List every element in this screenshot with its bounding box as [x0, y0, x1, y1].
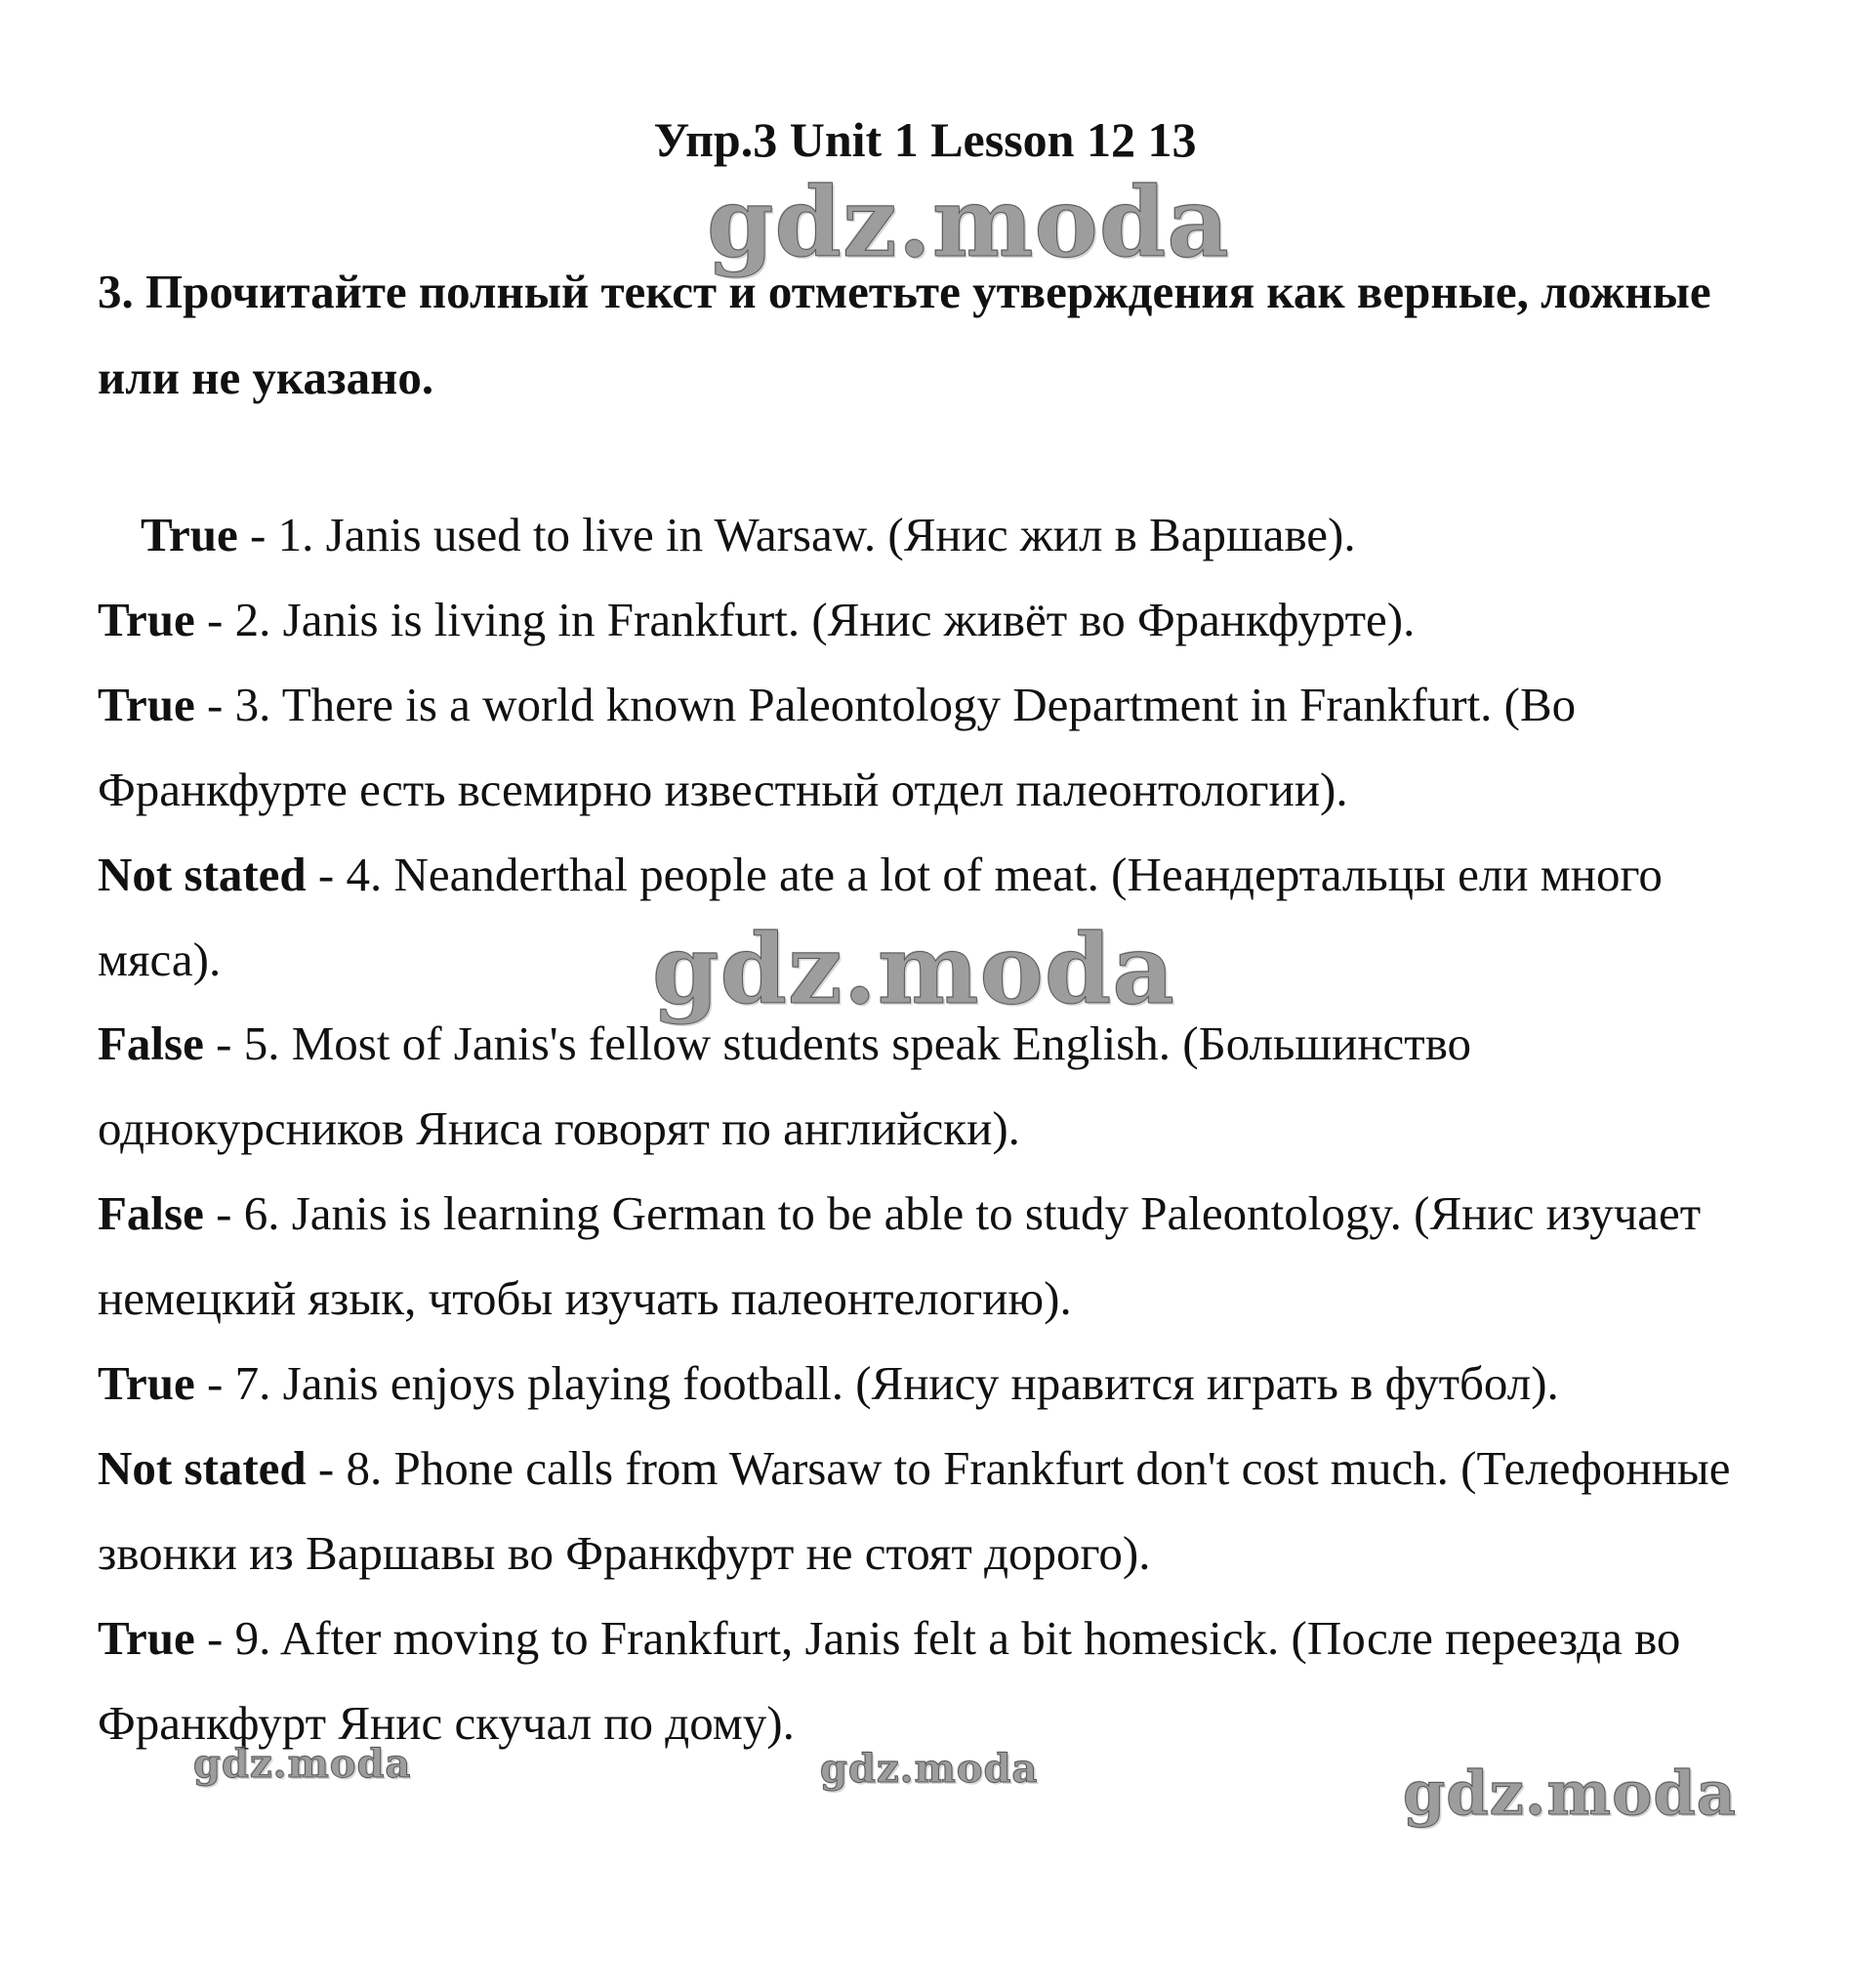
- answer-text: 9. After moving to Frankfurt, Janis felt a bit homesick. (После переезда во Франкфурт Янис скучал по дому).: [98, 1610, 1681, 1750]
- answer-item-7: [98, 1342, 1777, 1427]
- answer-text: 5. Most of Janis's fellow students speak English. (Большинство однокурсников Яниса говорят по английски).: [98, 1016, 1472, 1156]
- answer-separator: -: [194, 1356, 235, 1411]
- answer-verdict: True: [98, 1356, 195, 1411]
- answer-verdict: Not stated: [98, 847, 307, 901]
- answer-separator: -: [306, 847, 347, 901]
- answer-verdict: True: [98, 1610, 195, 1665]
- watermark-bottom-center: gdz.moda: [820, 1746, 1039, 1792]
- answer-text: 6. Janis is learning German to be able to study Paleontology. (Янис изучает немецкий язык, чтобы изучать палеонтелогию).: [98, 1186, 1702, 1326]
- answer-separator: -: [194, 1610, 235, 1665]
- page-title: Упр.3 Unit 1 Lesson 12 13: [653, 112, 1197, 167]
- watermark-bottom-right: gdz.moda: [1403, 1758, 1737, 1829]
- answer-separator: -: [306, 1440, 347, 1495]
- answer-text: 8. Phone calls from Warsaw to Frankfurt don't cost much. (Телефонные звонки из Варшавы во Франкфурт не стоят дорого).: [98, 1440, 1731, 1580]
- watermark-bottom-left: gdz.moda: [193, 1741, 412, 1787]
- watermark-middle: gdz.moda: [652, 914, 1175, 1026]
- answer-item-2: [98, 578, 1777, 663]
- answer-verdict: True: [98, 677, 195, 731]
- answer-verdict: True: [98, 592, 195, 646]
- answer-verdict: False: [98, 1186, 204, 1241]
- answer-separator: -: [203, 1186, 244, 1241]
- task-heading: 3. Прочитайте полный текст и отметьте утверждения как верные, ложные или не указано.: [98, 265, 1711, 404]
- answer-item-6: [98, 1172, 1777, 1342]
- answer-text: 2. Janis is living in Frankfurt. (Янис живёт во Франкфурте).: [234, 592, 1416, 646]
- answer-text: 1. Janis used to live in Warsaw. (Янис жил в Варшаве).: [277, 508, 1356, 561]
- answer-separator: -: [194, 592, 235, 646]
- answer-list: [98, 493, 1777, 1766]
- answer-verdict: True: [141, 508, 238, 561]
- answer-separator: -: [203, 1016, 244, 1071]
- answer-verdict: Not stated: [98, 1440, 307, 1495]
- answer-separator: -: [194, 677, 235, 731]
- answer-item-5: [98, 1002, 1777, 1172]
- answer-text: 4. Neanderthal people ate a lot of meat. (Неандертальцы ели много мяса).: [98, 847, 1663, 986]
- answer-text: 7. Janis enjoys playing football. (Янису нравится играть в футбол).: [234, 1356, 1559, 1411]
- answer-verdict: False: [98, 1016, 204, 1071]
- answer-item-1: [98, 493, 1777, 578]
- answer-text: 3. There is a world known Paleontology Department in Frankfurt. (Во Франкфурте есть всемирно известный отдел палеонтологии).: [98, 677, 1577, 816]
- answer-item-3: [98, 663, 1777, 833]
- answer-separator: -: [237, 508, 278, 561]
- watermark-top: gdz.moda: [707, 167, 1230, 279]
- answer-item-8: [98, 1427, 1777, 1596]
